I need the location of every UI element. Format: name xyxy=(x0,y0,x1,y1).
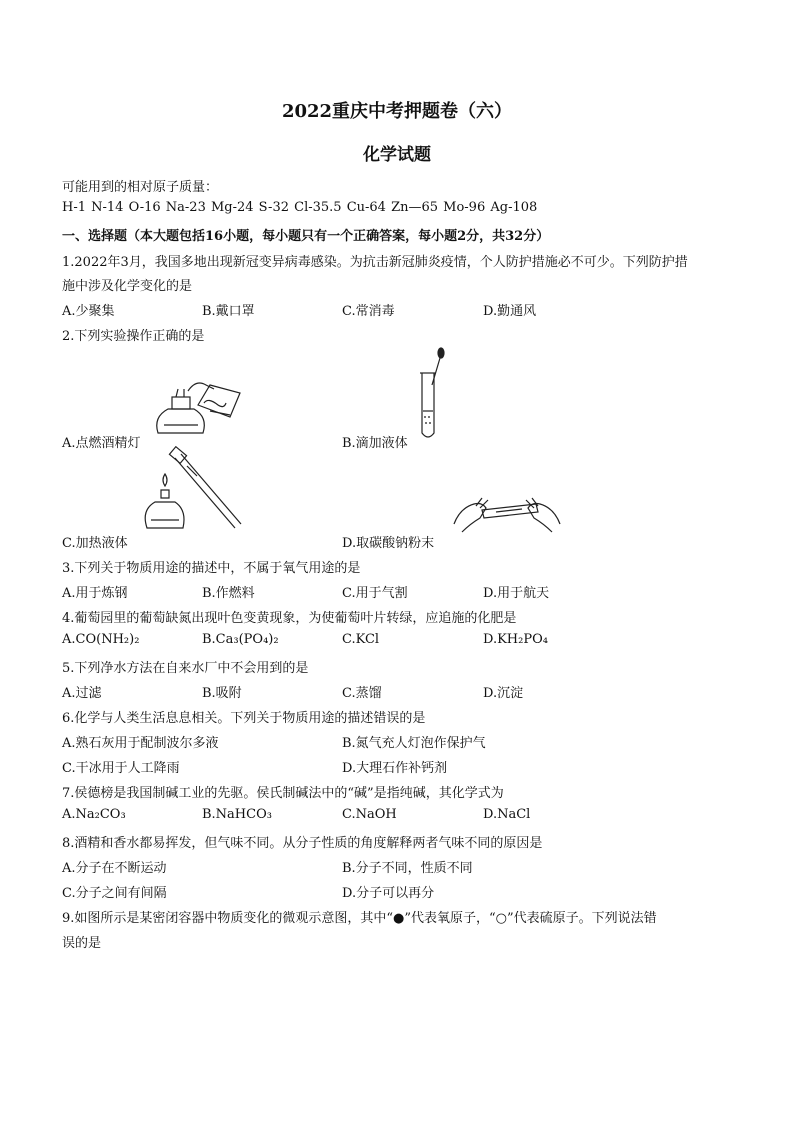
q1-option-d: D.勤通风 xyxy=(483,304,537,319)
atomic-mass-label: 可能用到的相对原子质量： xyxy=(62,180,219,195)
q7-option-c: C.NaOH xyxy=(342,807,397,822)
q2-stem: 2.下列实验操作正确的是 xyxy=(62,329,205,344)
q1-option-a: A.少聚集 xyxy=(62,304,115,319)
q4-option-b: B.Ca₃(PO₄)₂ xyxy=(202,632,279,647)
q6-option-b: B.氮气充人灯泡作保护气 xyxy=(342,736,486,751)
q8-option-a: A.分子在不断运动 xyxy=(62,861,167,876)
q4-option-a: A.CO(NH₂)₂ xyxy=(62,632,140,647)
q7-option-b: B.NaHCO₃ xyxy=(202,807,272,822)
q2-option-b: B.滴加液体 xyxy=(342,436,408,451)
q7-option-d: D.NaCl xyxy=(483,807,531,822)
section-heading: 一、选择题（本大题包括16小题，每小题只有一个正确答案，每小题2分，共32分） xyxy=(62,229,550,244)
q5-option-b: B.吸附 xyxy=(202,686,242,701)
q9-stem-line2: 误的是 xyxy=(62,936,102,951)
q3-stem: 3.下列关于物质用途的描述中，不属于氧气用途的是 xyxy=(62,561,361,576)
q4-option-d: D.KH₂PO₄ xyxy=(483,632,548,647)
q6-option-d: D.大理石作补钙剂 xyxy=(342,761,448,776)
q1-option-c: C.常消毒 xyxy=(342,304,395,319)
q8-option-d: D.分子可以再分 xyxy=(342,886,435,901)
figure-lighting-alcohol-lamp xyxy=(148,375,248,440)
atomic-mass-list: H-1 N-14 O-16 Na-23 Mg-24 S-32 Cl-35.5 Cu-64 Zn—65 Mo-96 Ag-108 xyxy=(62,200,538,215)
q3-option-a: A.用于炼钢 xyxy=(62,586,128,601)
q1-stem-line2: 施中涉及化学变化的是 xyxy=(62,279,193,294)
q1-option-b: B.戴口罩 xyxy=(202,304,255,319)
figure-taking-powder xyxy=(452,490,562,535)
figure-dropping-liquid xyxy=(410,345,460,445)
q5-stem: 5.下列净水方法在自来水厂中不会用到的是 xyxy=(62,661,309,676)
exam-subtitle: 化学试题 xyxy=(363,145,431,165)
q7-option-a: A.Na₂CO₃ xyxy=(62,807,126,822)
q8-option-c: C.分子之间有间隔 xyxy=(62,886,167,901)
exam-title: 2022重庆中考押题卷（六） xyxy=(281,101,513,122)
q7-stem: 7.侯德榜是我国制碱工业的先驱。侯氏制碱法中的“碱”是指纯碱，其化学式为 xyxy=(62,786,504,801)
q6-option-c: C.干冰用于人工降雨 xyxy=(62,761,180,776)
q2-option-d: D.取碳酸钠粉末 xyxy=(342,536,435,551)
q8-option-b: B.分子不同，性质不同 xyxy=(342,861,473,876)
q4-stem: 4.葡萄园里的葡萄缺氮出现叶色变黄现象，为使葡萄叶片转绿，应追施的化肥是 xyxy=(62,611,517,626)
q4-option-c: C.KCl xyxy=(342,632,380,647)
q5-option-a: A.过滤 xyxy=(62,686,102,701)
q6-option-a: A.熟石灰用于配制波尔多液 xyxy=(62,736,219,751)
q3-option-d: D.用于航天 xyxy=(483,586,550,601)
q2-option-c: C.加热液体 xyxy=(62,536,128,551)
q1-stem-line1: 1.2022年3月，我国多地出现新冠变异病毒感染。为抗击新冠肺炎疫情，个人防护措施必不可少。下列防护措 xyxy=(62,255,688,270)
q6-stem: 6.化学与人类生活息息相关。下列关于物质用途的描述错误的是 xyxy=(62,711,426,726)
figure-heating-liquid xyxy=(135,448,245,538)
q5-option-d: D.沉淀 xyxy=(483,686,524,701)
q9-stem-line1: 9.如图所示是某密闭容器中物质变化的微观示意图，其中“●”代表氧原子，“○”代表硫原子。下列说法错 xyxy=(62,911,657,926)
q3-option-b: B.作燃料 xyxy=(202,586,255,601)
q5-option-c: C.蒸馏 xyxy=(342,686,382,701)
q2-option-a: A.点燃酒精灯 xyxy=(62,436,141,451)
q3-option-c: C.用于气割 xyxy=(342,586,408,601)
q8-stem: 8.酒精和香水都易挥发，但气味不同。从分子性质的角度解释两者气味不同的原因是 xyxy=(62,836,543,851)
